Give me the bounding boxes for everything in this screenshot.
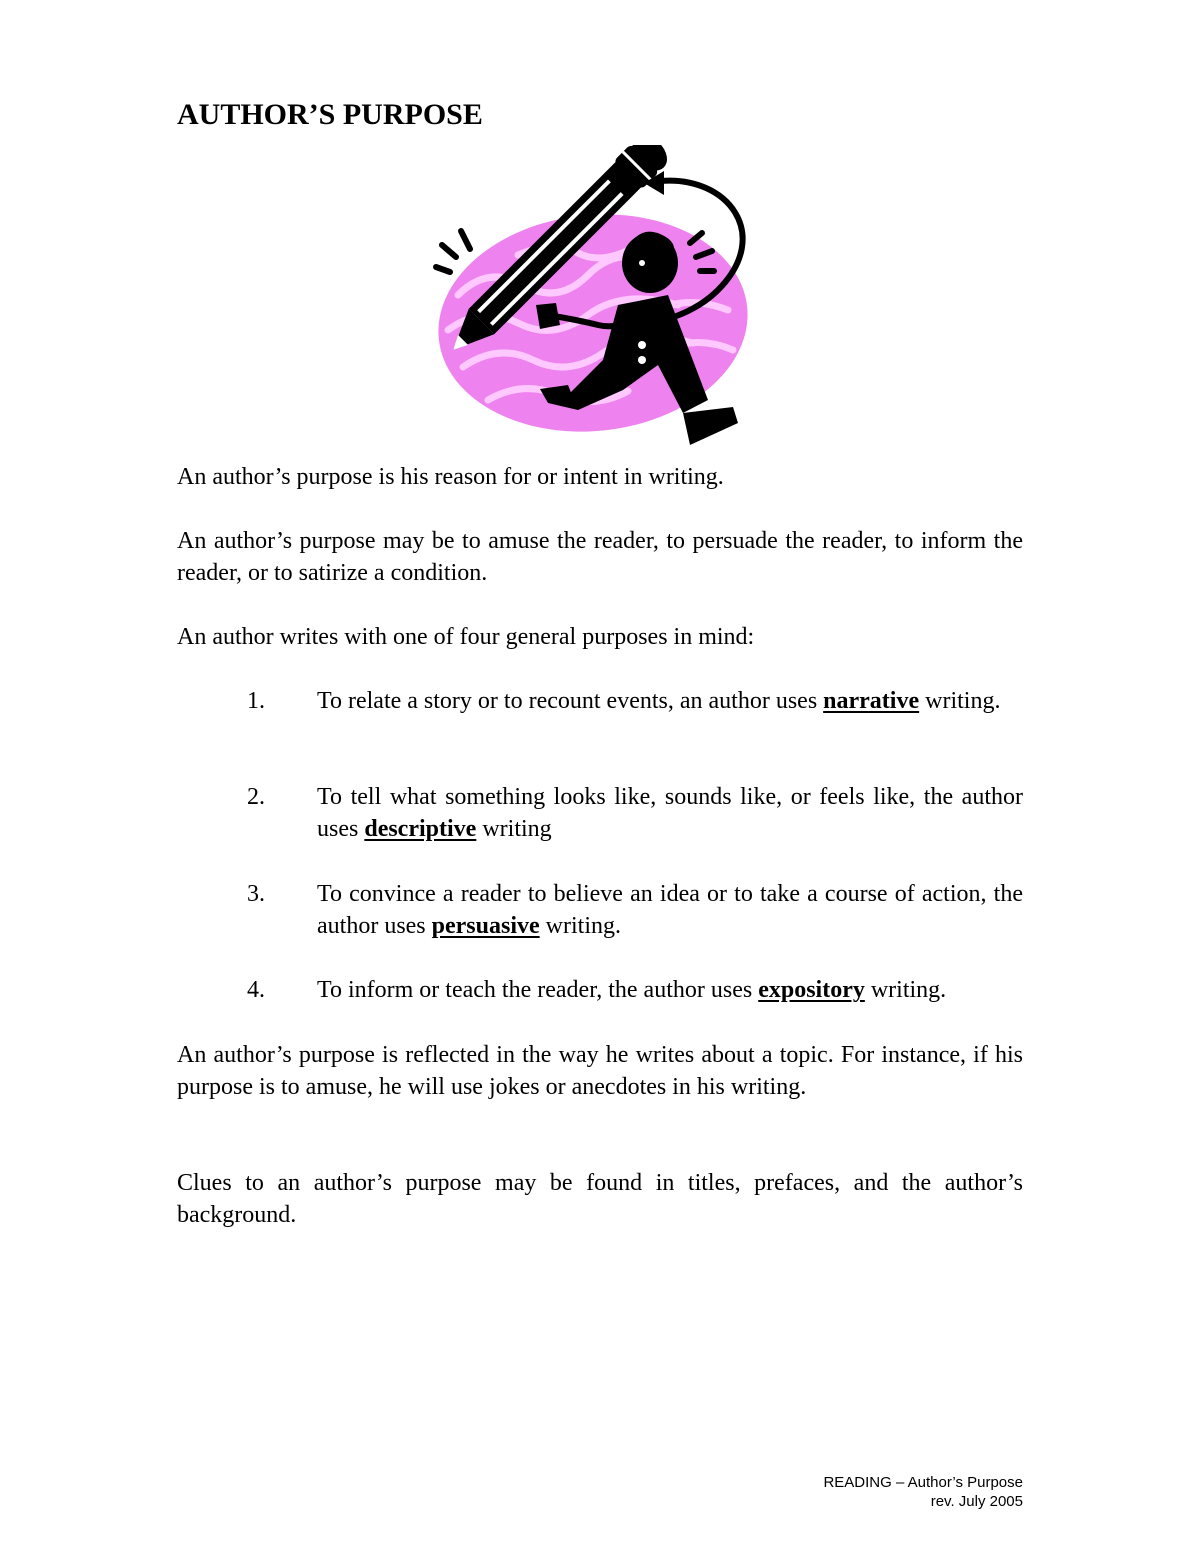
list-number: 1. <box>247 688 265 714</box>
term-expository: expository <box>758 977 865 1003</box>
list-item-text: To relate a story or to recount events, an author uses narrative writing. <box>317 688 1001 714</box>
term-narrative: narrative <box>823 688 920 714</box>
list-item-text: To convince a reader to believe an idea or to take a course of action, the author uses persuasive writing. <box>317 881 1023 939</box>
clues-paragraph: Clues to an author’s purpose may be found in titles, prefaces, and the author’s background. <box>177 1170 1023 1228</box>
term-persuasive: persuasive <box>431 913 540 939</box>
list-number: 4. <box>247 977 265 1003</box>
page-title: AUTHOR’S PURPOSE <box>177 98 483 131</box>
page-footer <box>823 1473 1023 1511</box>
reflection-paragraph: An author’s purpose is reflected in the way he writes about a topic. For instance, if his purpose is to amuse, he will use jokes or anecdotes in his writing. <box>177 1042 1023 1100</box>
term-descriptive: descriptive <box>364 816 477 842</box>
child-with-pencil-clipart <box>428 145 758 450</box>
four-purposes-lead-in: An author writes with one of four general purposes in mind: <box>177 624 755 650</box>
list-number: 2. <box>247 784 265 810</box>
footer-revision-line: rev. July 2005 <box>930 1493 1023 1510</box>
child-with-giant-pencil-icon <box>428 145 758 450</box>
intro-paragraph: An author’s purpose is his reason for or intent in writing. <box>177 464 724 490</box>
list-item-text: To tell what something looks like, sounds like, or feels like, the author uses descriptive writing <box>317 784 1023 842</box>
list-number: 3. <box>247 881 265 907</box>
purpose-options-paragraph: An author’s purpose may be to amuse the reader, to persuade the reader, to inform the reader, or to satirize a condition. <box>177 528 1023 586</box>
footer-course-line: READING – Author’s Purpose <box>823 1474 1023 1491</box>
list-item-text: To inform or teach the reader, the author uses expository writing. <box>317 977 947 1003</box>
